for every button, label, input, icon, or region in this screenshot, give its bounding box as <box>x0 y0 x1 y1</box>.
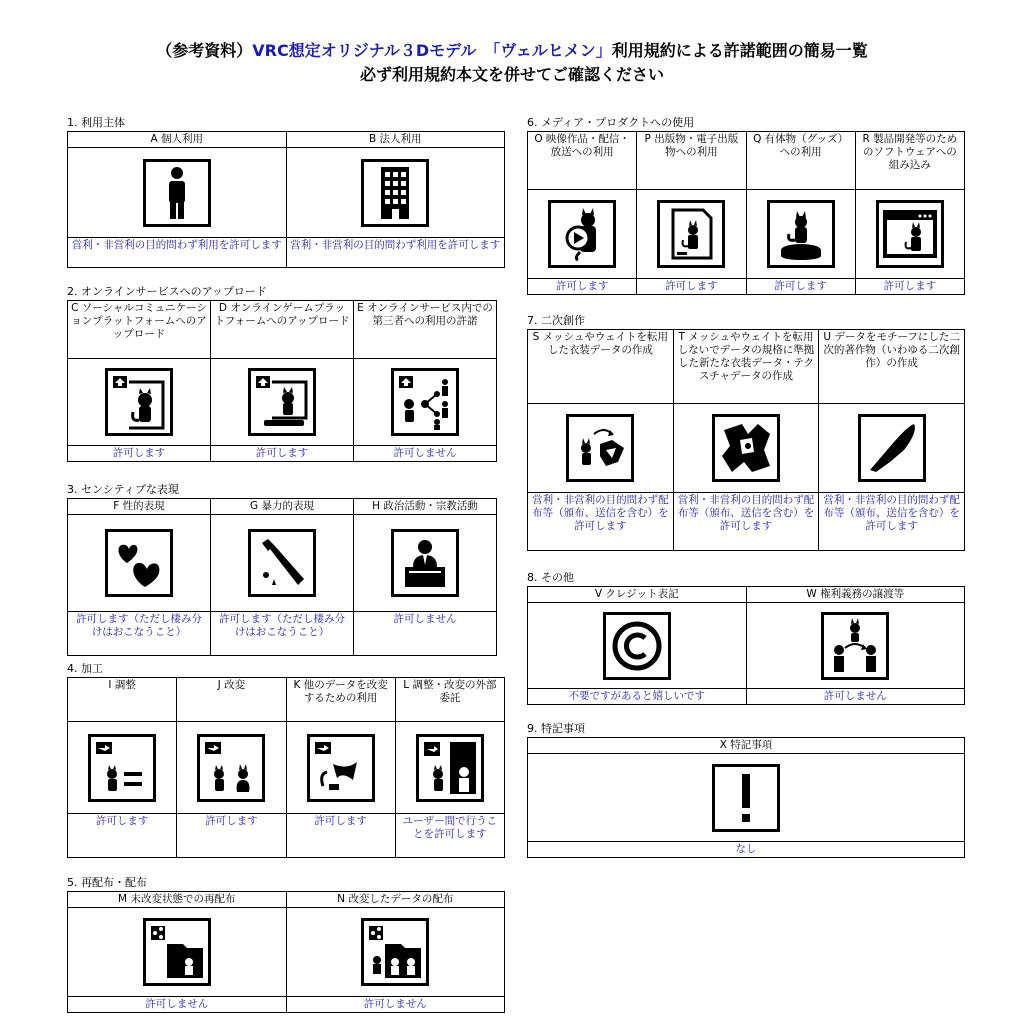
item-label: J 改変 <box>177 678 285 722</box>
upload-game-icon <box>248 368 316 436</box>
item-i <box>68 678 177 857</box>
podium-icon <box>391 529 459 597</box>
item-status: 営利・非営利の目的問わず利用を許可します <box>287 237 505 267</box>
item-n <box>287 892 505 1012</box>
item-status: 営利・非営利の目的問わず配布等（頒布、送信を含む）を許可します <box>819 492 964 550</box>
section-heading: 8. その他 <box>527 571 574 584</box>
item-u <box>819 330 964 550</box>
share-third-party-icon <box>391 368 459 436</box>
item-v <box>528 587 747 704</box>
section-heading: 4. 加工 <box>67 662 103 675</box>
section-heading: 7. 二次創作 <box>527 314 585 327</box>
item-m <box>68 892 287 1012</box>
item-l <box>396 678 504 857</box>
page-subtitle: 必ず利用規約本文を併せてご確認ください <box>359 65 664 84</box>
item-label: P 出版物・電子出版物への利用 <box>637 132 745 190</box>
title-prefix: （参考資料） <box>156 41 253 60</box>
item-status: 許可します <box>177 813 285 857</box>
item-t <box>674 330 820 550</box>
item-a <box>68 132 287 267</box>
item-label: Q 有体物（グッズ）への利用 <box>747 132 855 190</box>
item-status: なし <box>528 841 964 857</box>
item-status: 許可します <box>68 813 176 857</box>
costume-icon <box>566 414 634 482</box>
section-online-upload <box>67 285 497 462</box>
item-k <box>287 678 396 857</box>
item-status: ユーザー間で行うことを許可します <box>396 813 504 857</box>
use-for-other-icon <box>307 734 375 802</box>
item-label: I 調整 <box>68 678 176 722</box>
item-status: 営利・非営利の目的問わず配布等（頒布、送信を含む）を許可します <box>528 492 673 550</box>
item-b <box>287 132 505 267</box>
upload-social-icon <box>105 368 173 436</box>
item-p <box>637 132 746 294</box>
outsource-icon <box>416 734 484 802</box>
hearts-icon <box>105 529 173 597</box>
item-label: T メッシュやウェイトを転用しないでデータの規格に準拠した新たな衣装データ・テクスチャデータの作成 <box>674 330 819 404</box>
item-j <box>177 678 286 857</box>
item-status: 許可しません <box>747 688 965 704</box>
item-label: N 改変したデータの配布 <box>287 892 505 908</box>
item-label: F 性的表現 <box>68 499 210 515</box>
distribute-modified-icon <box>361 918 429 986</box>
item-label: C ソーシャルコミュニケーションプラットフォームへのアップロード <box>68 301 210 359</box>
section-processing <box>67 662 505 858</box>
building-icon <box>361 159 429 227</box>
item-q <box>747 132 856 294</box>
item-label: O 映像作品・配信・放送への利用 <box>528 132 636 190</box>
item-status: 許可します <box>528 278 636 294</box>
item-status: 許可します <box>856 278 964 294</box>
section-sensitive <box>67 483 497 656</box>
section-redistribution <box>67 876 505 1013</box>
transfer-icon <box>821 612 889 680</box>
item-status: 許可します <box>747 278 855 294</box>
section-heading: 2. オンラインサービスへのアップロード <box>67 285 267 298</box>
item-e <box>354 301 496 461</box>
publication-icon <box>657 200 725 268</box>
item-status: 許可しません <box>68 996 286 1012</box>
item-status: 許可しません <box>287 996 505 1012</box>
goods-icon <box>767 200 835 268</box>
item-label: V クレジット表記 <box>528 587 746 603</box>
item-d <box>211 301 354 461</box>
item-label: L 調整・改変の外部委託 <box>396 678 504 722</box>
item-h <box>354 499 496 655</box>
item-status: 許可します（ただし棲み分けはおこなうこと） <box>68 611 210 655</box>
item-o <box>528 132 637 294</box>
item-status: 許可します（ただし棲み分けはおこなうこと） <box>211 611 353 655</box>
section-derivative-works <box>527 314 965 551</box>
exclamation-icon <box>712 764 780 832</box>
pen-icon <box>858 414 926 482</box>
item-status: 許可します <box>637 278 745 294</box>
new-costume-icon <box>712 414 780 482</box>
knife-icon <box>248 529 316 597</box>
item-label: M 未改変状態での再配布 <box>68 892 286 908</box>
title-suffix: 利用規約による許諾範囲の簡易一覧 <box>611 41 868 60</box>
item-status: 営利・非営利の目的問わず利用を許可します <box>68 237 286 267</box>
section-heading: 6. メディア・プロダクトへの使用 <box>527 116 695 129</box>
item-x <box>528 738 964 857</box>
item-status: 許可します <box>211 445 353 461</box>
item-status: 許可します <box>287 813 395 857</box>
item-status: 許可します <box>68 445 210 461</box>
page-title <box>0 38 1024 61</box>
item-label: D オンラインゲームプラットフォームへのアップロード <box>211 301 353 359</box>
item-label: G 暴力的表現 <box>211 499 353 515</box>
item-c <box>68 301 211 461</box>
item-r <box>856 132 964 294</box>
item-s <box>528 330 674 550</box>
software-icon <box>876 200 944 268</box>
section-other <box>527 571 965 705</box>
video-icon <box>548 200 616 268</box>
section-heading: 5. 再配布・配布 <box>67 876 147 889</box>
item-status: 許可しません <box>354 445 496 461</box>
section-special-notes <box>527 722 965 858</box>
section-heading: 1. 利用主体 <box>67 116 125 129</box>
item-status: 営利・非営利の目的問わず配布等（頒布、送信を含む）を許可します <box>674 492 819 550</box>
section-media-products <box>527 116 965 295</box>
item-label: S メッシュやウェイトを転用した衣装データの作成 <box>528 330 673 404</box>
title-model-name: VRC想定オリジナル３Dモデル 「ヴェルヒメン」 <box>252 41 612 60</box>
redistribute-icon <box>143 918 211 986</box>
item-label: B 法人利用 <box>287 132 505 148</box>
modify-icon <box>197 734 265 802</box>
item-label: W 権利義務の譲渡等 <box>747 587 965 603</box>
item-label: R 製品開発等のためのソフトウェアへの組み込み <box>856 132 964 190</box>
item-label: E オンラインサービス内での第三者への利用の許諾 <box>354 301 496 359</box>
item-g <box>211 499 354 655</box>
item-status: 不要ですがあると嬉しいです <box>528 688 746 704</box>
section-usage-subject <box>67 116 505 268</box>
item-label: K 他のデータを改変するための利用 <box>287 678 395 722</box>
copyright-icon <box>603 612 671 680</box>
adjust-icon <box>88 734 156 802</box>
item-label: U データをモチーフにした二次的著作物（いわゆる二次創作）の作成 <box>819 330 964 404</box>
item-label: A 個人利用 <box>68 132 286 148</box>
item-status: 許可しません <box>354 611 496 655</box>
item-label: H 政治活動・宗教活動 <box>354 499 496 515</box>
section-heading: 9. 特記事項 <box>527 722 585 735</box>
item-f <box>68 499 211 655</box>
person-icon <box>143 159 211 227</box>
item-w <box>747 587 965 704</box>
section-heading: 3. センシティブな表現 <box>67 483 179 496</box>
item-label: X 特記事項 <box>528 738 964 754</box>
